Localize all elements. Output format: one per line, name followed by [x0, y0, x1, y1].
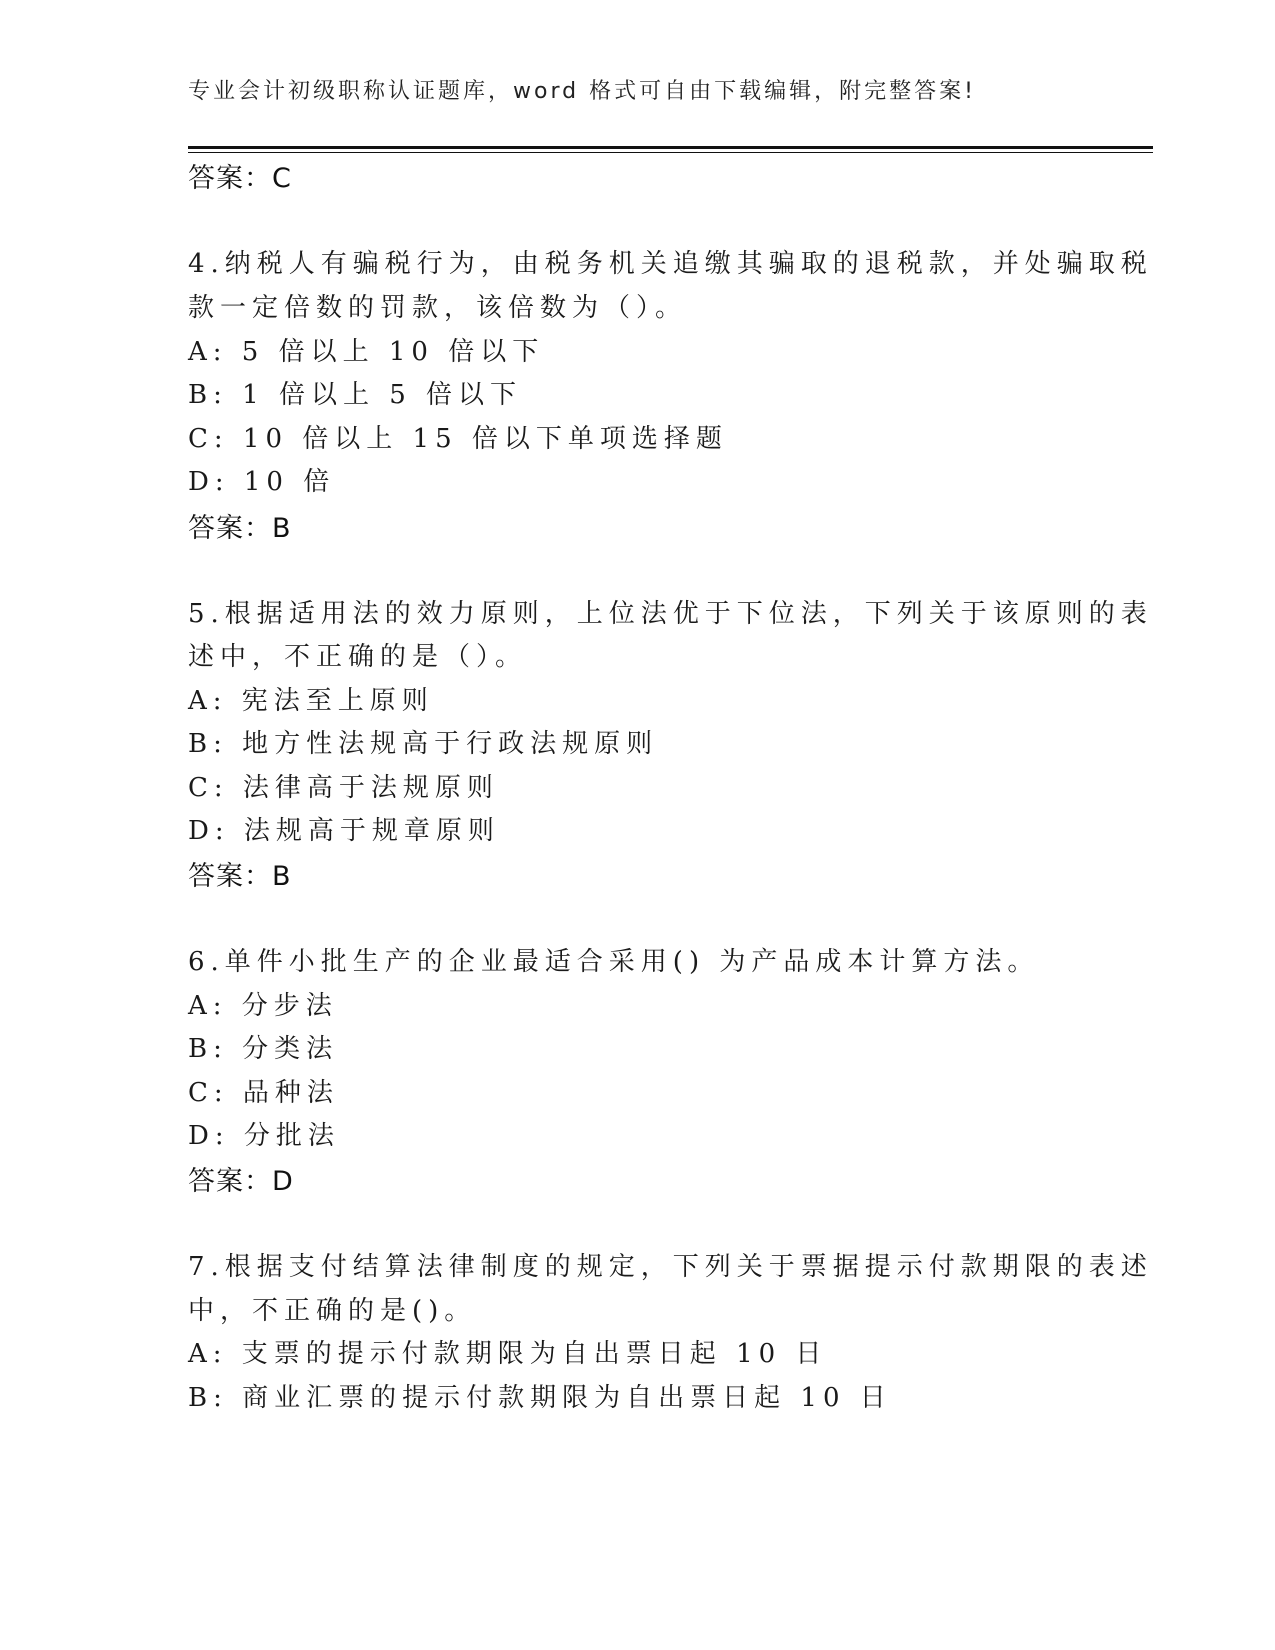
question-6-option-a: A: 分步法 [188, 991, 338, 1021]
previous-answer: 答案：C [188, 163, 292, 194]
question-6-answer: 答案：D [188, 1166, 294, 1197]
header-rule-thick [188, 146, 1153, 149]
question-7-option-a: A: 支票的提示付款期限为自出票日起 10 日 [188, 1339, 828, 1369]
question-4-answer: 答案：B [188, 513, 292, 544]
header-note: 专业会计初级职称认证题库，word 格式可自由下载编辑，附完整答案! [188, 79, 976, 104]
question-4-option-d: D: 10 倍 [188, 467, 336, 497]
question-5-stem-line-2: 述中，不正确的是（）。 [188, 642, 528, 672]
question-5-option-a: A: 宪法至上原则 [188, 686, 434, 716]
question-7-option-b: B: 商业汇票的提示付款期限为自出票日起 10 日 [188, 1383, 892, 1413]
question-6-option-d: D: 分批法 [188, 1121, 340, 1151]
question-6-stem-line-1: 6.单件小批生产的企业最适合采用() 为产品成本计算方法。 [188, 947, 1040, 977]
question-5-answer: 答案：B [188, 861, 292, 892]
question-5-stem-line-1: 5.根据适用法的效力原则，上位法优于下位法，下列关于该原则的表 [188, 599, 1153, 629]
question-6-option-c: C: 品种法 [188, 1078, 339, 1108]
question-7-stem-line-1: 7.根据支付结算法律制度的规定，下列关于票据提示付款期限的表述 [188, 1252, 1153, 1282]
question-5-option-b: B: 地方性法规高于行政法规原则 [188, 729, 659, 759]
question-5-option-c: C: 法律高于法规原则 [188, 773, 499, 803]
question-4-option-b: B: 1 倍以上 5 倍以下 [188, 380, 523, 410]
question-6-option-b: B: 分类法 [188, 1034, 339, 1064]
question-4-stem-line-1: 4.纳税人有骗税行为，由税务机关追缴其骗取的退税款，并处骗取税 [188, 249, 1153, 279]
question-4-option-a: A: 5 倍以上 10 倍以下 [188, 337, 545, 367]
question-4-option-c: C: 10 倍以上 15 倍以下单项选择题 [188, 424, 728, 454]
question-5-option-d: D: 法规高于规章原则 [188, 816, 500, 846]
header-rule-thin [188, 152, 1153, 153]
question-4-stem-line-2: 款一定倍数的罚款，该倍数为（）。 [188, 293, 688, 323]
question-7-stem-line-2: 中，不正确的是()。 [188, 1296, 477, 1326]
